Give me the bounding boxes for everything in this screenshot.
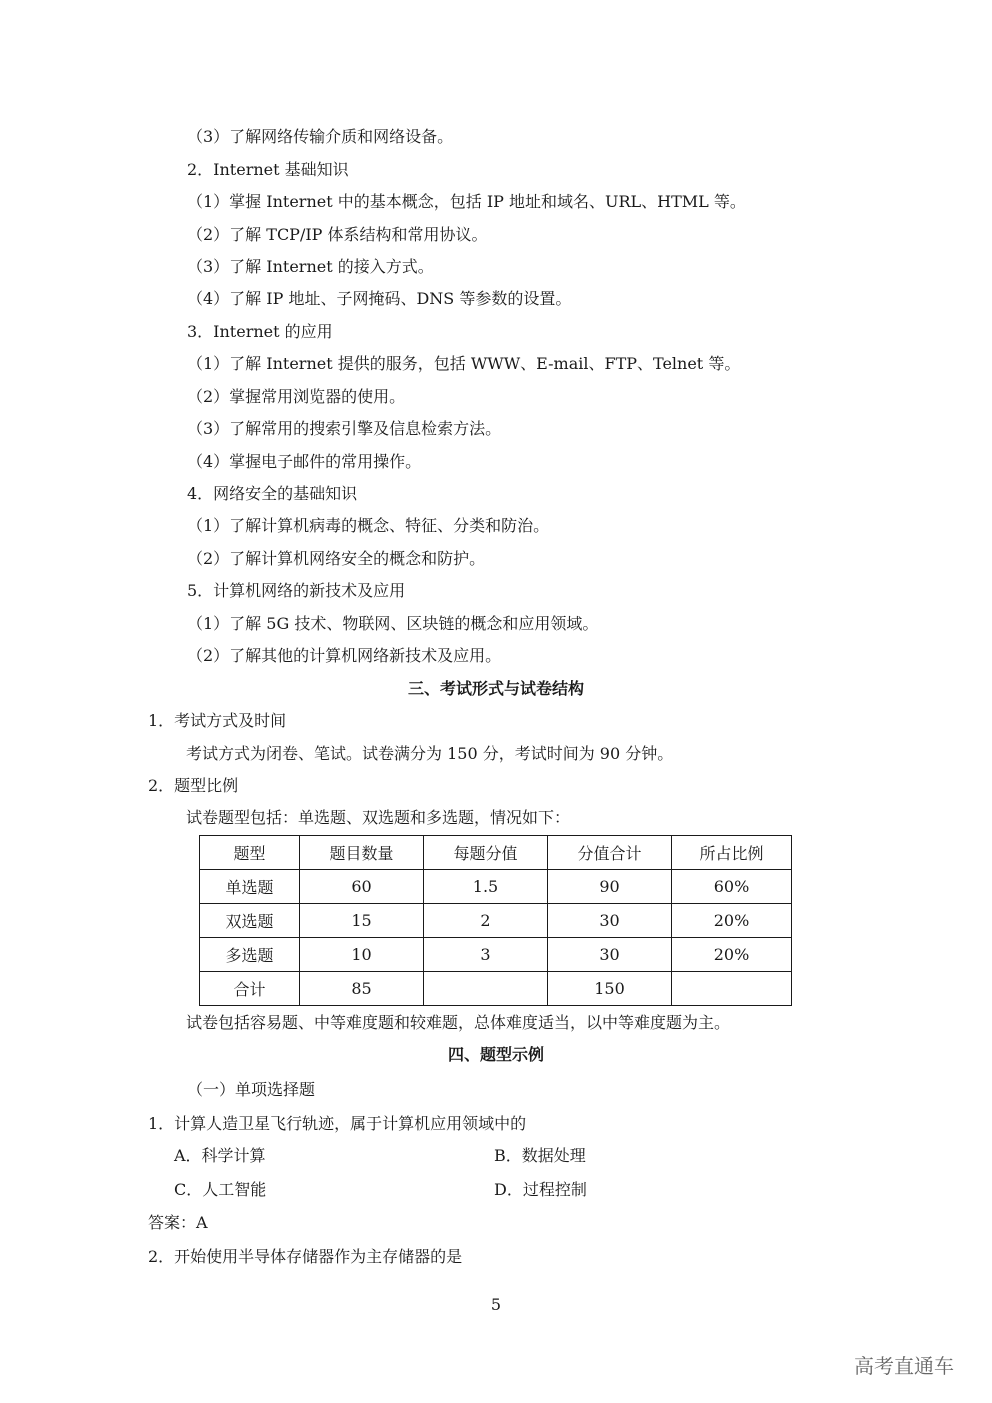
table-cell: 60% — [672, 870, 792, 904]
question-stem: 1．计算人造卫星飞行轨迹，属于计算机应用领域中的 — [148, 1114, 527, 1133]
text-line: （1）掌握 Internet 中的基本概念，包括 IP 地址和域名、URL、HTML 等。 — [187, 192, 746, 211]
section-title: 四、题型示例 — [447, 1045, 544, 1064]
table-cell: 20% — [672, 904, 792, 938]
table-cell — [672, 972, 792, 1006]
text-line: 考试方式为闭卷、笔试。试卷满分为 150 分，考试时间为 90 分钟。 — [186, 744, 674, 763]
table-cell: 30 — [548, 904, 672, 938]
table-cell: 30 — [548, 938, 672, 972]
subsection-heading: 5．计算机网络的新技术及应用 — [187, 581, 406, 600]
table-cell: 双选题 — [200, 904, 300, 938]
text-line: 试卷题型包括：单选题、双选题和多选题，情况如下： — [186, 808, 571, 827]
subsection-heading: 2．Internet 基础知识 — [187, 160, 349, 179]
page-number: 5 — [490, 1295, 502, 1314]
question-type-table — [199, 835, 792, 1006]
text-line: （4）了解 IP 地址、子网掩码、DNS 等参数的设置。 — [187, 289, 572, 308]
text-line: （3）了解网络传输介质和网络设备。 — [187, 127, 454, 146]
table-header-cell: 题型 — [200, 836, 300, 870]
table-total-row — [200, 972, 792, 1006]
option-c: C．人工智能 — [174, 1180, 267, 1199]
table-header-cell: 所占比例 — [672, 836, 792, 870]
table-cell: 合计 — [200, 972, 300, 1006]
table-cell: 1.5 — [424, 870, 548, 904]
answer-line: 答案：A — [148, 1213, 208, 1232]
subsection-heading: 3．Internet 的应用 — [187, 322, 333, 341]
text-line: （2）了解 TCP/IP 体系结构和常用协议。 — [187, 225, 488, 244]
subsection-heading: （一）单项选择题 — [187, 1080, 316, 1099]
table-row — [200, 870, 792, 904]
question-stem: 2．开始使用半导体存储器作为主存储器的是 — [148, 1247, 463, 1266]
table-cell: 150 — [548, 972, 672, 1006]
table-cell: 90 — [548, 870, 672, 904]
table-cell: 60 — [300, 870, 424, 904]
text-line: （3）了解 Internet 的接入方式。 — [187, 257, 434, 276]
table-header-row — [200, 836, 792, 870]
subsection-heading: 4．网络安全的基础知识 — [187, 484, 358, 503]
table-row — [200, 904, 792, 938]
table-cell: 85 — [300, 972, 424, 1006]
text-line: （1）了解 Internet 提供的服务，包括 WWW、E-mail、FTP、Telnet 等。 — [187, 354, 741, 373]
section-title: 三、考试形式与试卷结构 — [407, 679, 584, 698]
table-cell: 多选题 — [200, 938, 300, 972]
table-header-cell: 题目数量 — [300, 836, 424, 870]
table-cell: 2 — [424, 904, 548, 938]
text-line: （2）了解其他的计算机网络新技术及应用。 — [187, 646, 502, 665]
text-line: （3）了解常用的搜索引擎及信息检索方法。 — [187, 419, 502, 438]
table-cell: 20% — [672, 938, 792, 972]
watermark-text: 高考直通车 — [854, 1354, 954, 1378]
table-cell — [424, 972, 548, 1006]
item-heading: 2．题型比例 — [148, 776, 239, 795]
option-b: B．数据处理 — [494, 1146, 586, 1165]
table-cell: 15 — [300, 904, 424, 938]
text-line: （1）了解 5G 技术、物联网、区块链的概念和应用领域。 — [187, 614, 599, 633]
table-cell: 3 — [424, 938, 548, 972]
option-a: A．科学计算 — [174, 1146, 266, 1165]
table-cell: 10 — [300, 938, 424, 972]
text-line: （2）了解计算机网络安全的概念和防护。 — [187, 549, 486, 568]
item-heading: 1．考试方式及时间 — [148, 711, 287, 730]
option-d: D．过程控制 — [494, 1180, 587, 1199]
text-line: 试卷包括容易题、中等难度题和较难题，总体难度适当，以中等难度题为主。 — [186, 1013, 731, 1032]
text-line: （4）掌握电子邮件的常用操作。 — [187, 452, 422, 471]
text-line: （2）掌握常用浏览器的使用。 — [187, 387, 406, 406]
table-header-cell: 每题分值 — [424, 836, 548, 870]
table-header-cell: 分值合计 — [548, 836, 672, 870]
text-line: （1）了解计算机病毒的概念、特征、分类和防治。 — [187, 516, 550, 535]
table-cell: 单选题 — [200, 870, 300, 904]
table-row — [200, 938, 792, 972]
